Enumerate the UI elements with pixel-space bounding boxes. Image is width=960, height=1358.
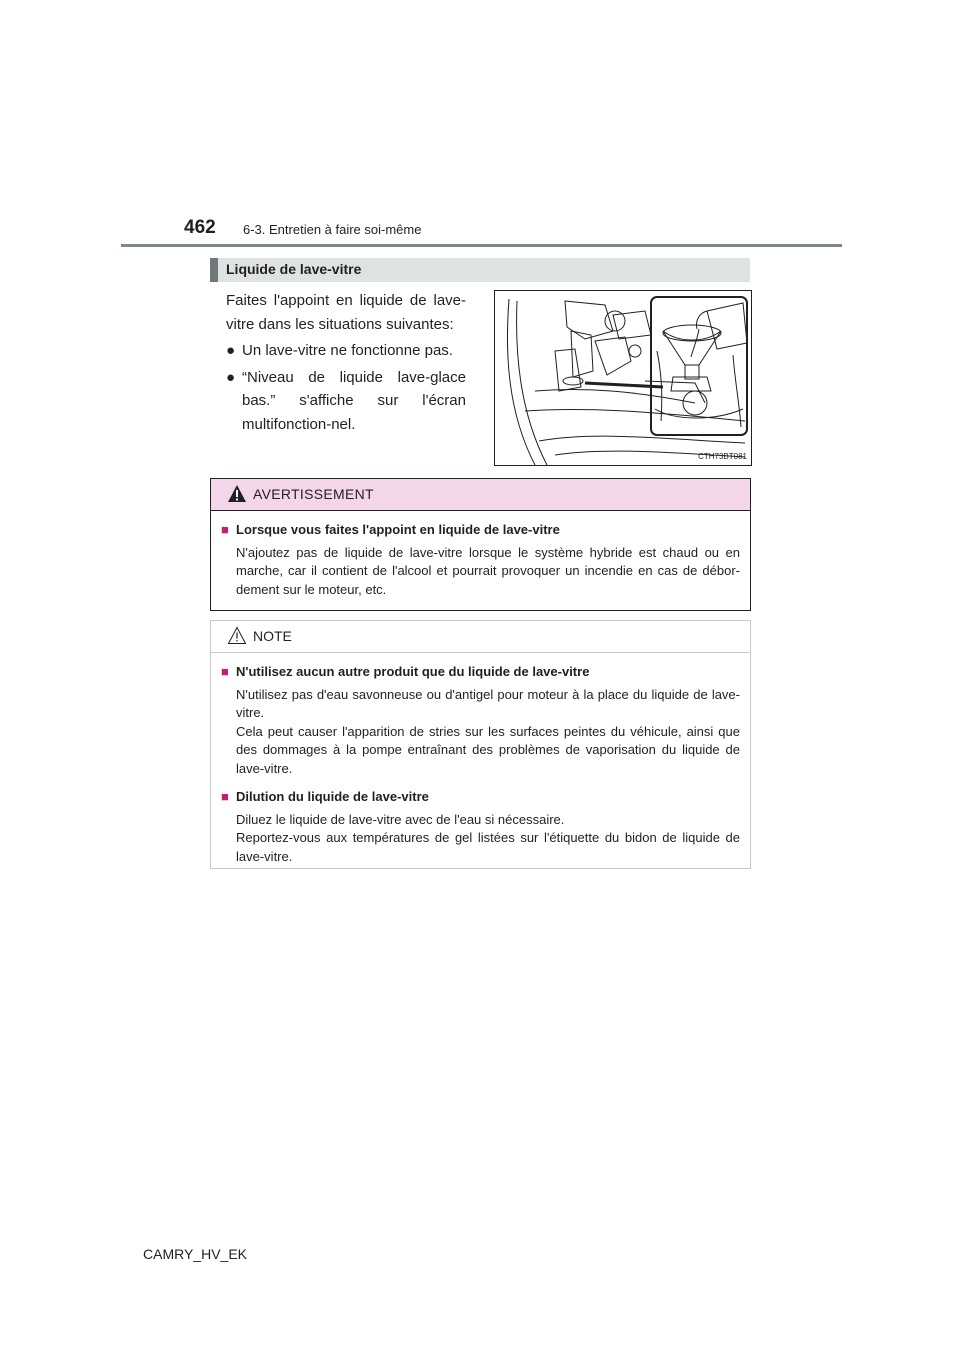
warning-item-title-text: Lorsque vous faites l'appoint en liquide de lave-vitre	[236, 522, 560, 537]
note-label: NOTE	[253, 628, 292, 644]
figure-code: CTH73BT081	[698, 452, 747, 461]
bullet-item	[226, 339, 466, 363]
note-item-body	[221, 811, 740, 867]
intro-paragraph: Faites l'appoint en liquide de lave-vitre dans les situations suivantes:	[226, 292, 466, 333]
header-rule	[121, 244, 842, 247]
engine-bay-drawing	[495, 291, 751, 465]
warning-item-paragraph: N'ajoutez pas de liquide de lave-vitre lorsque le système hybride est chaud ou en marche, car il contient de l'alcool et pourrait provoquer un incendie en cas de débor-dement sur le moteur, etc.	[236, 544, 740, 597]
note-item-title	[221, 663, 740, 682]
intro-text-block	[226, 289, 466, 436]
section-title: 6-3. Entretien à faire soi-même	[243, 222, 422, 237]
warning-header	[211, 479, 750, 511]
warning-box	[210, 478, 751, 611]
bullet-text: “Niveau de liquide lave-glace bas.” s'affiche sur l'écran multifonction-nel.	[242, 368, 466, 433]
note-item-paragraph: N'utilisez pas d'eau savonneuse ou d'antigel pour moteur à la place du liquide de lave-vitre.	[236, 686, 740, 720]
bullet-dot-icon: ●	[226, 342, 236, 359]
note-header	[211, 621, 750, 653]
heading-accent	[210, 258, 218, 282]
warning-label: AVERTISSEMENT	[253, 486, 374, 502]
note-item	[221, 663, 740, 778]
square-bullet-icon: ■	[221, 522, 229, 537]
caution-triangle-icon	[227, 626, 247, 645]
warning-item-body	[221, 544, 740, 600]
square-bullet-icon: ■	[221, 664, 229, 679]
washer-fluid-illustration	[494, 290, 752, 466]
footer-model-code: CAMRY_HV_EK	[143, 1246, 248, 1262]
note-item-paragraph: Reportez-vous aux températures de gel listées sur l'étiquette du bidon de liquide de lave-vitre.	[236, 830, 740, 864]
page-number: 462	[184, 217, 216, 238]
note-box	[210, 620, 751, 869]
note-item-title-text: Dilution du liquide de lave-vitre	[236, 789, 429, 804]
note-item-paragraph: Cela peut causer l'apparition de stries sur les surfaces peintes du véhicule, ainsi que des dommages à la pompe entraînant des problèmes de vaporisation du liquide de lave-vitre.	[236, 723, 740, 776]
bullet-item	[226, 366, 466, 437]
note-item-paragraph: Diluez le liquide de lave-vitre avec de l'eau si nécessaire.	[236, 811, 565, 827]
square-bullet-icon: ■	[221, 789, 229, 804]
bullet-text: Un lave-vitre ne fonctionne pas.	[242, 342, 453, 359]
note-item-title-text: N'utilisez aucun autre produit que du liquide de lave-vitre	[236, 664, 590, 679]
note-item-body	[221, 686, 740, 779]
note-item	[221, 788, 740, 866]
warning-triangle-icon	[227, 484, 247, 503]
bullet-dot-icon: ●	[226, 368, 236, 386]
warning-item-title	[221, 521, 740, 540]
section-heading	[210, 258, 750, 282]
section-heading-text: Liquide de lave-vitre	[226, 261, 362, 277]
warning-item	[221, 521, 740, 599]
note-item-title	[221, 788, 740, 807]
